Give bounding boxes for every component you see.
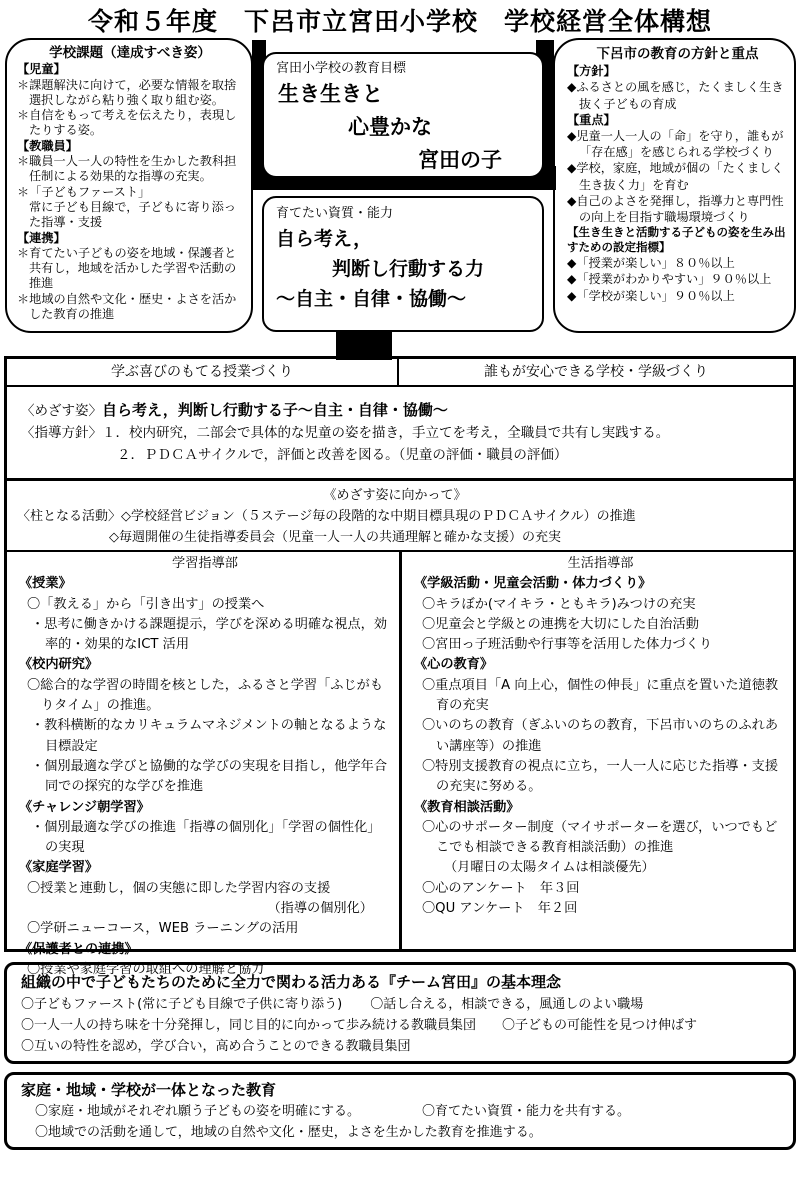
index-label: 【生き生きと活動する子どもの姿を生み出すための設定指標】 xyxy=(567,225,786,255)
group-label: 【連携】 xyxy=(17,230,66,245)
team-item: 〇話し合える，相談できる，風通しのよい職場 xyxy=(370,997,644,1012)
section-heading: 《心の教育》 xyxy=(414,657,494,673)
life-lines xyxy=(414,574,787,919)
section-heading: 《チャレンジ朝学習》 xyxy=(19,799,150,815)
aim-line xyxy=(21,399,793,422)
study-guidance-column xyxy=(7,550,402,977)
education-goal-box xyxy=(262,52,544,178)
pillar-2: ◇毎週開催の生徒指導委員会（児童一人一人の共通理解と確かな支援）の充実 xyxy=(109,530,561,545)
community-box xyxy=(4,1072,796,1150)
list-item: 〇宮田っ子班活動や行事等を活用した体力づくり xyxy=(422,637,713,653)
list-subitem: ・教科横断的なカリキュラムマネジメントの軸となるような目標設定 xyxy=(31,718,387,754)
toward-heading: 《めざす姿に向かって》 xyxy=(323,488,467,503)
list-item: 〇「教える」から「引き出す」の授業へ xyxy=(27,596,265,612)
list-subitem: ・思考に働きかける課題提示，学びを深める明確な視点，効率的・効果的なICT 活用 xyxy=(31,616,388,653)
list-item: 〇心のアンケート 年３回 xyxy=(422,880,580,896)
community-item: 〇家庭・地域がそれぞれ願う子どもの姿を明確にする。 xyxy=(35,1104,361,1119)
list-item: 〇いのちの教育（ぎふいのちの教育，下呂市いのちのふれあい講座等）の推進 xyxy=(422,718,779,754)
list-item: 〇QU アンケート 年２回 xyxy=(422,901,578,917)
policy-text: ◆ふるさとの風を感じ，たくましく生き抜く子どもの育成 xyxy=(567,80,784,111)
goal-line: 宮田の子 xyxy=(418,148,502,172)
ability-line: 判断し行動する力 xyxy=(332,258,485,280)
team-item: 〇一人一人の持ち味を十分発揮し，同じ目的に向かって歩み続ける教職員集団 xyxy=(21,1018,477,1033)
goal-line: 心豊かな xyxy=(348,115,432,139)
issue-item: ＊職員一人一人の特性を生かした教科担任制による効果的な指導の充実。 xyxy=(17,154,237,184)
list-item: 〇授業や家庭学習の取組への理解と協力 xyxy=(27,961,265,977)
section-heading: 《授業》 xyxy=(19,576,72,592)
ability-line: ～自主・自律・協働～ xyxy=(276,288,467,310)
policy-line xyxy=(21,422,793,444)
community-item: 〇育てたい資質・能力を共有する。 xyxy=(422,1104,631,1119)
list-item: 〇学研ニューコース，WEB ラーニングの活用 xyxy=(27,921,299,937)
group-label: 【児童】 xyxy=(17,62,66,77)
pillar-1: ◇学校経営ビジョン（５ステージ毎の段階的な中期目標具現のＰＤＣＡサイクル）の推進 xyxy=(121,509,636,524)
pillar-block xyxy=(7,484,793,548)
school-issues-box xyxy=(5,38,253,333)
list-subitem: ・個別最適な学びの推進「指導の個別化」「学習の個性化」の実現 xyxy=(31,819,381,856)
city-policy-heading: 下呂市の教育の方針と重点 xyxy=(596,46,759,62)
section-heading: 《保護者との連携》 xyxy=(19,941,138,957)
life-title: 生活指導部 xyxy=(567,556,634,571)
ability-box xyxy=(262,196,544,332)
list-item: 〇特別支援教育の視点に立ち，一人一人に応じた指導・支援の充実に努める。 xyxy=(422,758,779,795)
policy-prefix: 〈指導方針〉 xyxy=(21,425,102,441)
tab-lesson: 学ぶ喜びのもてる授業づくり xyxy=(7,359,399,387)
aim-prefix: 〈めざす姿〉 xyxy=(21,403,102,419)
team-item: 〇子どもファースト(常に子ども目線で子供に寄り添う) xyxy=(21,997,343,1012)
life-guidance-column xyxy=(402,550,793,949)
policy-2: ２．ＰＤＣＡサイクルで，評価と改善を図る。（児童の評価・職員の評価） xyxy=(117,447,568,463)
issue-item: ＊自信をもって考えを伝えたり，表現したりする姿。 xyxy=(17,108,237,138)
list-item: 〇キラぼか(マイキラ・ともキラ)みつけの充実 xyxy=(422,596,696,612)
ability-label: 育てたい資質・能力 xyxy=(276,206,394,221)
goal-line: 生き生きと xyxy=(278,82,383,106)
team-row xyxy=(21,994,793,1015)
section-heading: 《教育相談活動》 xyxy=(414,799,520,815)
tab-school: 誰もが安心できる学校・学級づくり xyxy=(399,359,793,387)
list-item: 〇児童会と学級との連携を大切にした自治活動 xyxy=(422,616,699,632)
issue-item: ＊育てたい子どもの姿を地域・保護者と共有し，地域を活かした学習や活動の推進 xyxy=(17,245,237,291)
community-title: 家庭・地域・学校が一体となった教育 xyxy=(21,1081,277,1099)
focus-item: ◆学校，家庭，地域が個の「たくましく生き抜く力」を育む xyxy=(567,161,784,192)
page-title: 令和５年度 下呂市立宮田小学校 学校経営全体構想 xyxy=(87,7,712,36)
index-item: ◆「授業が楽しい」８０％以上 xyxy=(567,256,735,271)
aim-block xyxy=(7,389,793,481)
city-policy-box xyxy=(553,38,796,333)
issue-item: ＊地域の自然や文化・歴史・よさを活かした教育の推進 xyxy=(17,291,237,322)
note: （月曜日の太陽タイムは相談優先） xyxy=(444,860,655,876)
ability-line: 自ら考え， xyxy=(276,228,373,250)
section-heading: 《校内研究》 xyxy=(19,657,99,673)
section-heading: 《学級活動・児童会活動・体力づくり》 xyxy=(414,576,652,592)
team-item: 〇互いの特性を認め，学び合い，高め合うことのできる教職員集団 xyxy=(21,1039,411,1054)
team-row xyxy=(21,1015,793,1036)
policy-label: 【方針】 xyxy=(567,64,616,79)
issue-item: ＊課題解決に向けて，必要な情報を取捨選択しながら粘り強く取り組む姿。 xyxy=(17,77,237,107)
list-subitem: ・個別最適な学びと協働的な学びの実現を目指し，他学年合同での探究的な学びを推進 xyxy=(31,758,388,795)
section-heading: 《家庭学習》 xyxy=(19,860,99,876)
team-miyata-box xyxy=(4,962,796,1064)
study-lines xyxy=(19,574,391,980)
issue-item: ＊「子どもファースト」 常に子ども目線で，子どもに寄り添った指導・支援 xyxy=(17,184,236,230)
goal-label: 宮田小学校の教育目標 xyxy=(276,61,407,76)
school-issues-heading: 学校課題（達成すべき姿） xyxy=(49,45,211,61)
aim-text: 自ら考え，判断し行動する子～自主・自律・協働～ xyxy=(102,401,448,419)
group-label: 【教職員】 xyxy=(17,138,78,153)
focus-item: ◆自己のよさを発揮し，指導力と専門性の向上を目指す職場環境づくり xyxy=(567,193,784,225)
focus-label: 【重点】 xyxy=(567,112,616,127)
list-item: 〇授業と連動し，個の実態に即した学習内容の支援 xyxy=(27,880,331,896)
pillar-prefix: 〈柱となる活動〉 xyxy=(17,509,122,524)
community-item: 〇地域での活動を通して，地域の自然や文化・歴史，よさを生かした教育を推進する。 xyxy=(35,1125,542,1140)
list-item: 〇総合的な学習の時間を核とした，ふるさと学習「ふじがもりタイム」の推進。 xyxy=(27,677,384,714)
team-item: 〇子どもの可能性を見つけ伸ばす xyxy=(502,1018,698,1033)
index-item: ◆「学校が楽しい」９０％以上 xyxy=(567,288,735,303)
team-title: 組織の中で子どもたちのために全力で関わる活力ある『チーム宮田』の基本理念 xyxy=(21,973,562,991)
policy-1: １．校内研究，二部会で具体的な児童の姿を描き，手立てを考え，全職員で共有し実践する。 xyxy=(102,425,670,441)
community-row xyxy=(21,1101,793,1122)
list-item: 〇心のサポーター制度（マイサポーターを選び，いつでもどこでも相談できる教育相談活動）の推進 xyxy=(422,819,778,856)
list-item: 〇重点項目「A 向上心，個性の伸長」に重点を置いた道徳教育の充実 xyxy=(422,677,779,714)
note: （指導の個別化） xyxy=(267,901,373,917)
pillar-line xyxy=(17,506,793,527)
study-title: 学習指導部 xyxy=(172,556,238,571)
index-item: ◆「授業がわかりやすい」９０％以上 xyxy=(567,272,772,287)
focus-item: ◆児童一人一人の「命」を守り，誰もが「存在感」を感じられる学校づくり xyxy=(567,129,784,160)
